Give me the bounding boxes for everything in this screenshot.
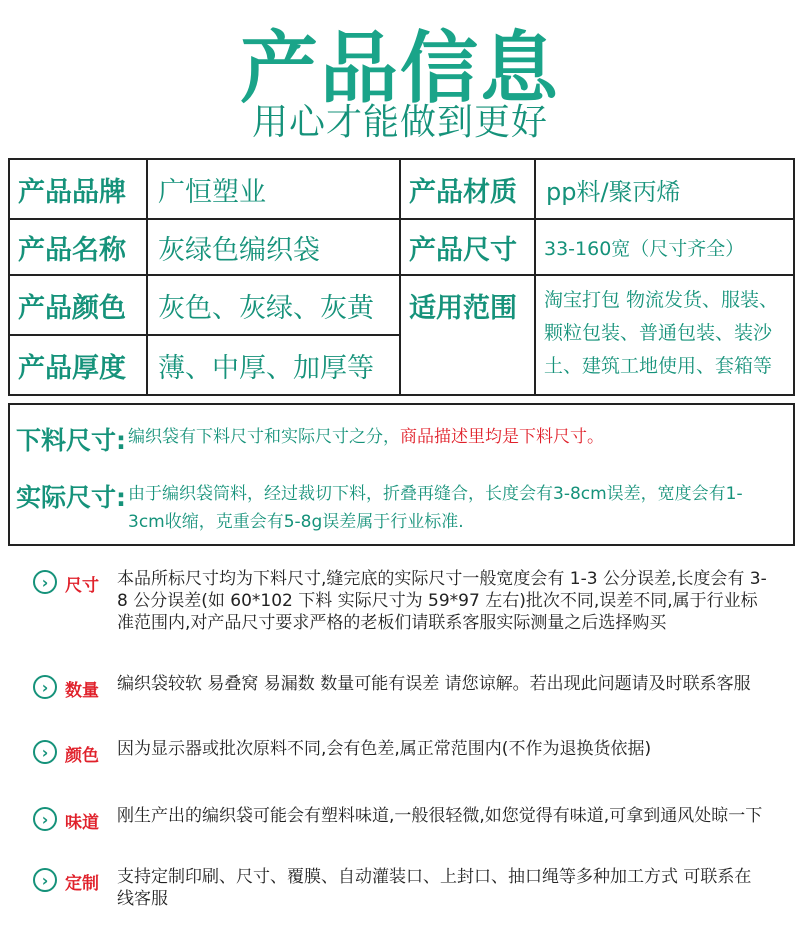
note-quantity (33, 673, 778, 701)
note-color (33, 738, 778, 766)
note-text: 刚生产出的编织袋可能会有塑料味道,一般很轻微,如您觉得有味道,可拿到通风处晾一下 (117, 806, 763, 826)
cut-size-label: 下料尺寸: (16, 426, 126, 455)
chevron-right-icon: › (33, 570, 57, 594)
thickness-label: 产品厚度 (18, 352, 126, 384)
brand-value: 广恒塑业 (158, 176, 266, 208)
note-text: 编织袋较软 易叠窝 易漏数 数量可能有误差 请您谅解。若出现此问题请及时联系客服 (117, 674, 751, 694)
page-title: 产品信息 (239, 23, 560, 114)
product-info-table (8, 158, 795, 396)
size-explanation-box (8, 403, 795, 546)
name-value: 灰绿色编织袋 (158, 234, 320, 266)
note-text: 支持定制印刷、尺寸、覆膜、自动灌装口、上封口、抽口绳等多种加工方式 可联系在线客服 (117, 867, 752, 909)
cut-size-description: 编织袋有下料尺寸和实际尺寸之分， (128, 427, 400, 447)
cut-size-row (16, 421, 604, 457)
chevron-right-icon: › (33, 675, 57, 699)
page-subtitle: 用心才能做到更好 (251, 102, 548, 143)
color-label: 产品颜色 (18, 292, 126, 324)
thickness-value: 薄、中厚、加厚等 (158, 352, 374, 384)
chevron-right-icon: › (33, 740, 57, 764)
note-text: 因为显示器或批次原料不同,会有色差,属正常范围内(不作为退换货依据) (117, 739, 652, 759)
color-value: 灰色、灰绿、灰黄 (158, 292, 374, 324)
scope-label: 适用范围 (409, 292, 517, 324)
name-label: 产品名称 (18, 234, 126, 266)
note-size (33, 568, 778, 634)
brand-label: 产品品牌 (18, 176, 126, 208)
scope-value: 淘宝打包 物流发货、服装、颗粒包装、普通包装、装沙土、建筑工地使用、套箱等 (544, 289, 779, 377)
cut-size-highlight: 商品描述里均是下料尺寸。 (400, 427, 604, 447)
actual-size-row (16, 478, 758, 536)
note-smell (33, 805, 778, 833)
material-value: pp料/聚丙烯 (546, 177, 681, 206)
size-label: 产品尺寸 (409, 234, 517, 266)
note-label: 定制 (65, 874, 99, 894)
note-label: 颜色 (65, 746, 99, 766)
note-text: 本品所标尺寸均为下料尺寸,缝完底的实际尺寸一般宽度会有 1-3 公分误差,长度会有 3-8 公分误差(如 60*102 下料 实际尺寸为 59*97 左右)批次不同,误差不同,属于行业标准范围内,对产品尺寸要求严格的老板们请联系客服实际测量之后选择购买 (117, 569, 767, 633)
actual-size-label: 实际尺寸: (16, 483, 126, 512)
note-label: 味道 (65, 813, 99, 833)
cut-size-text (128, 423, 604, 457)
chevron-right-icon: › (33, 868, 57, 892)
note-label: 数量 (65, 681, 99, 701)
note-custom (33, 866, 778, 910)
size-value: 33-160宽（尺寸齐全） (544, 237, 745, 260)
note-label: 尺寸 (65, 576, 99, 596)
actual-size-text: 由于编织袋筒料，经过裁切下料，折叠再缝合，长度会有3-8cm误差，宽度会有1-3cm收缩，克重会有5-8g误差属于行业标准. (128, 484, 743, 532)
chevron-right-icon: › (33, 807, 57, 831)
material-label: 产品材质 (409, 176, 517, 208)
